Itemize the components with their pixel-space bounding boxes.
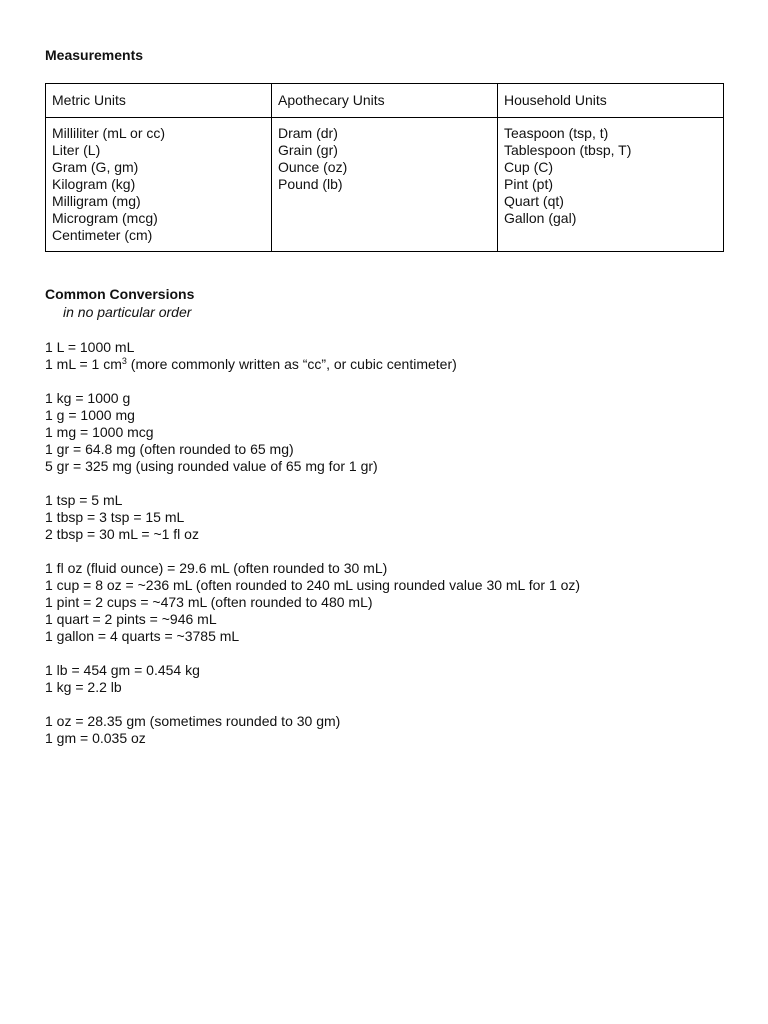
conversion-group-ounces — [45, 713, 745, 747]
conversion-line: 5 gr = 325 mg (using rounded value of 65 mg for 1 gr) — [45, 458, 378, 474]
conversion-group-mass-metric — [45, 390, 745, 475]
household-unit-item: Cup (C) — [504, 159, 554, 175]
conversion-line: 1 gm = 0.035 oz — [45, 730, 146, 746]
apothecary-unit-item: Dram (dr) — [278, 125, 338, 141]
metric-unit-item: Gram (G, gm) — [52, 159, 139, 175]
conversion-line: 1 kg = 2.2 lb — [45, 679, 122, 695]
household-unit-item: Tablespoon (tbsp, T) — [504, 142, 632, 158]
units-table-body-row — [46, 118, 724, 252]
conversion-line: 1 quart = 2 pints = ~946 mL — [45, 611, 217, 627]
conversions-list — [45, 339, 745, 764]
metric-unit-item: Kilogram (kg) — [52, 176, 136, 192]
conversion-line: 1 fl oz (fluid ounce) = 29.6 mL (often rounded to 30 mL) — [45, 560, 388, 576]
household-unit-item: Gallon (gal) — [504, 210, 577, 226]
metric-units-cell — [46, 118, 272, 252]
metric-unit-item: Microgram (mcg) — [52, 210, 158, 226]
conversion-line — [45, 356, 745, 373]
household-unit-item: Teaspoon (tsp, t) — [504, 125, 609, 141]
metric-unit-item: Centimeter (cm) — [52, 227, 153, 243]
units-table-header-row — [46, 84, 724, 118]
conversion-line: 1 g = 1000 mg — [45, 407, 135, 423]
metric-unit-item: Milligram (mg) — [52, 193, 141, 209]
conversion-group-volume-metric — [45, 339, 745, 373]
column-header-household: Household Units — [498, 84, 724, 118]
conversion-line: 1 gallon = 4 quarts = ~3785 mL — [45, 628, 240, 644]
conversions-subtitle: in no particular order — [63, 304, 192, 320]
household-unit-item: Quart (qt) — [504, 193, 564, 209]
household-unit-item: Pint (pt) — [504, 176, 554, 192]
conversion-line: 1 tsp = 5 mL — [45, 492, 123, 508]
conversion-line: 1 gr = 64.8 mg (often rounded to 65 mg) — [45, 441, 294, 457]
units-table — [45, 83, 724, 252]
conversions-heading: Common Conversions — [45, 286, 195, 302]
conversion-line: 1 oz = 28.35 gm (sometimes rounded to 30 gm) — [45, 713, 341, 729]
conversion-text: (more commonly written as “cc”, or cubic centimeter) — [126, 356, 457, 372]
measurements-heading: Measurements — [45, 47, 144, 63]
column-header-metric: Metric Units — [46, 84, 272, 118]
metric-unit-item: Liter (L) — [52, 142, 101, 158]
conversion-line: 1 cup = 8 oz = ~236 mL (often rounded to 240 mL using rounded value 30 mL for 1 oz) — [45, 577, 581, 593]
apothecary-unit-item: Ounce (oz) — [278, 159, 348, 175]
conversion-line: 1 mg = 1000 mcg — [45, 424, 154, 440]
conversion-line: 1 lb = 454 gm = 0.454 kg — [45, 662, 200, 678]
conversion-group-spoons — [45, 492, 745, 543]
metric-unit-item: Milliliter (mL or cc) — [52, 125, 166, 141]
conversion-line: 2 tbsp = 30 mL = ~1 fl oz — [45, 526, 199, 542]
conversion-group-pounds — [45, 662, 745, 696]
apothecary-unit-item: Pound (lb) — [278, 176, 343, 192]
conversion-line: 1 L = 1000 mL — [45, 339, 135, 355]
conversion-group-fluid-volume — [45, 560, 745, 645]
household-units-cell — [498, 118, 724, 252]
conversion-line: 1 tbsp = 3 tsp = 15 mL — [45, 509, 185, 525]
exponent: 3 — [121, 356, 127, 366]
conversion-line: 1 kg = 1000 g — [45, 390, 131, 406]
conversion-line: 1 pint = 2 cups = ~473 mL (often rounded to 480 mL) — [45, 594, 373, 610]
apothecary-units-cell — [272, 118, 498, 252]
apothecary-unit-item: Grain (gr) — [278, 142, 338, 158]
column-header-apothecary: Apothecary Units — [272, 84, 498, 118]
conversion-text: 1 mL = 1 cm — [45, 356, 122, 372]
